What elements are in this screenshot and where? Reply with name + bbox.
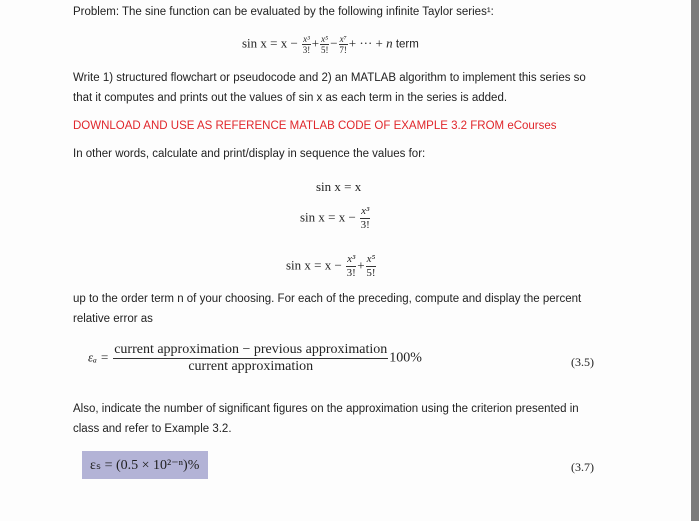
eq3-lhs: sin x = x −	[286, 257, 342, 273]
taylor-series-formula: sin x = x − $\frac{\text{x³}}{3!}$ + $\frac{\text{x⁵}}{5!}$ − $\frac{\text{x⁷}}{7!}$ + ··· + n term	[242, 34, 419, 55]
term-word: term	[392, 38, 419, 51]
equation-label-3-5: (3.5)	[571, 355, 594, 369]
download-instruction: DOWNLOAD AND USE AS REFERENCE MATLAB CODE OF EXAMPLE 3.2 FROM eCourses	[73, 120, 557, 132]
eq35-rhs: 100%	[389, 350, 422, 366]
term7-num: x⁷	[339, 34, 347, 44]
term7-den: 7!	[339, 45, 347, 55]
eq2-num: x³	[361, 205, 370, 217]
eq35-lhs: εₐ =	[88, 349, 109, 365]
term3-num: x³	[303, 34, 310, 44]
equation-label-3-7: (3.7)	[571, 460, 594, 474]
eq2-den: 3!	[360, 219, 370, 231]
equation-1: sin x = x	[316, 179, 362, 194]
page-edge-border	[691, 0, 699, 521]
up-to-line-2: relative error as	[73, 313, 153, 325]
series-tail: + ··· +	[348, 35, 383, 51]
equation-3-7: εₛ = (0.5 × 10²⁻ⁿ)%	[90, 458, 200, 473]
eq3-num2: x⁵	[366, 253, 376, 265]
eq35-den: current approximation	[188, 359, 314, 374]
up-to-line-1: up to the order term n of your choosing. For each of the preceding, compute and display the percent	[73, 293, 582, 305]
n-var: n	[386, 35, 393, 51]
term5-num: x⁵	[321, 34, 329, 44]
series-lhs: sin x = x −	[242, 35, 298, 51]
term3-den: 3!	[302, 45, 311, 55]
also-line-1: Also, indicate the number of significant figures on the approximation using the criterion presented in	[73, 403, 579, 415]
also-line-2: class and refer to Example 3.2.	[73, 423, 232, 435]
eq3-den2: 5!	[366, 267, 376, 279]
eq2-lhs: sin x = x −	[300, 209, 356, 225]
term5-den: 5!	[320, 45, 329, 55]
eq3-num1: x³	[347, 253, 356, 265]
in-other-words: In other words, calculate and print/display in sequence the values for:	[73, 148, 426, 160]
eq3-den1: 3!	[346, 267, 356, 279]
equation-3: sin x = x − $\frac{\text{x³}}{3!}$ + $\frac{\text{x⁵}}{5!}$	[286, 253, 376, 279]
equation-2	[300, 205, 371, 232]
eq35-num: current approximation − previous approximation	[114, 342, 388, 357]
equation-3-5	[88, 342, 422, 375]
problem-statement: Problem: The sine function can be evaluated by the following infinite Taylor series¹:	[73, 6, 494, 18]
write-line-1: Write 1) structured flowchart or pseudocode and 2) an MATLAB algorithm to implement this series so	[73, 72, 586, 84]
write-line-2: that it computes and prints out the values of sin x as each term in the series is added.	[73, 92, 508, 104]
